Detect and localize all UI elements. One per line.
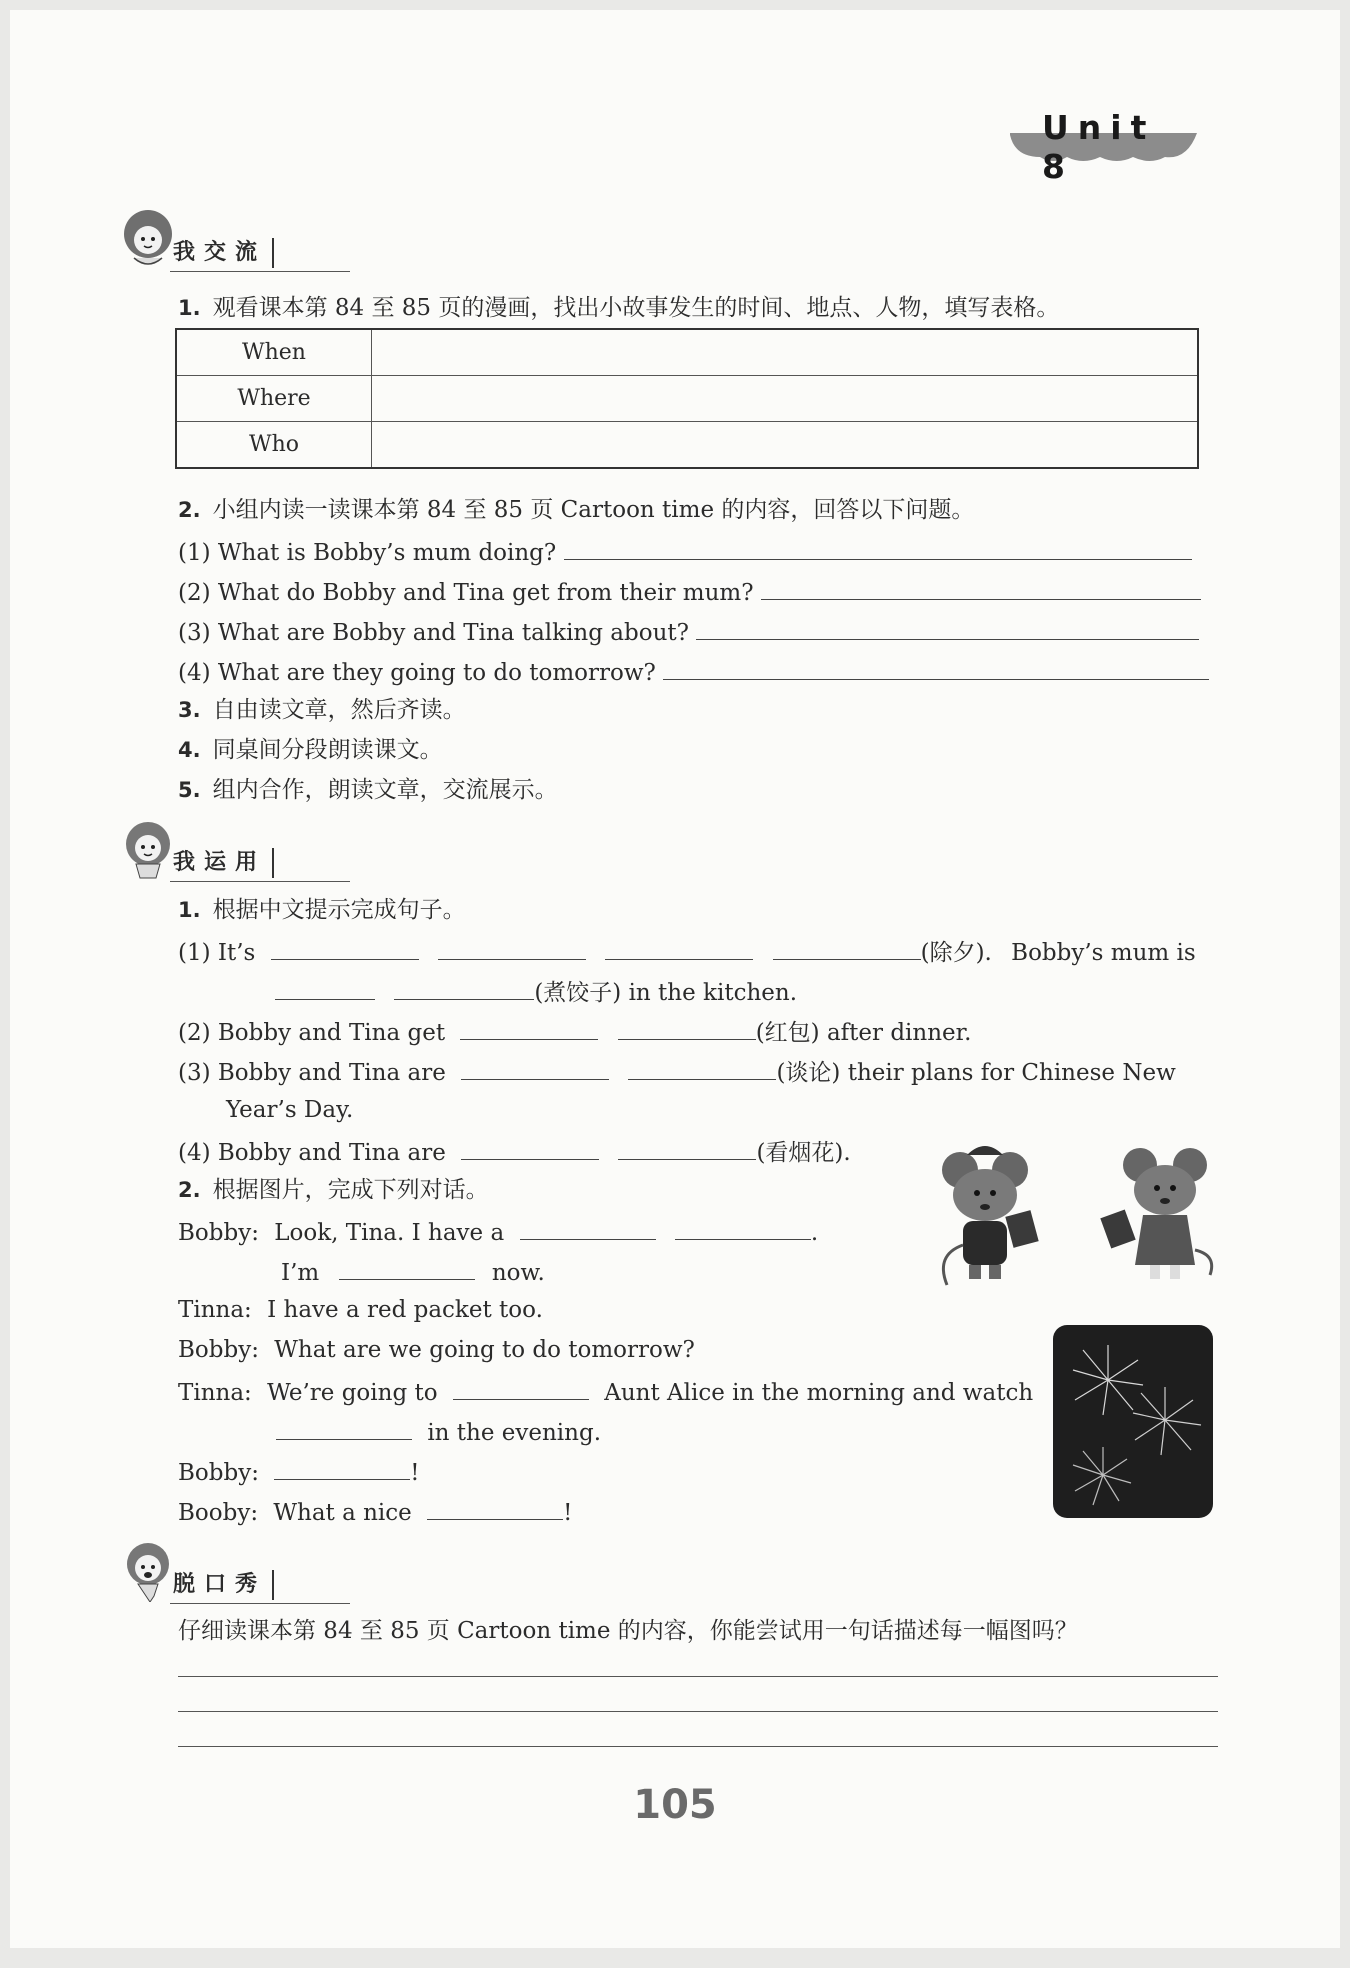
section-underline bbox=[170, 1603, 350, 1604]
answer-blank[interactable] bbox=[663, 655, 1209, 680]
answer-blank[interactable] bbox=[438, 935, 586, 960]
dialogue-line-3 bbox=[178, 1335, 695, 1365]
section-title: 我运用 bbox=[173, 848, 274, 878]
sentence-text: (4) Bobby and Tina are bbox=[178, 1140, 446, 1166]
section-header-communicate bbox=[120, 208, 350, 272]
speaker-label: Tinna: bbox=[178, 1380, 252, 1406]
item-text: (2) What do Bobby and Tina get from their mum? bbox=[178, 580, 754, 606]
section-header-talk bbox=[120, 1540, 350, 1604]
sentence-3-cont bbox=[226, 1095, 353, 1125]
story-info-table bbox=[175, 328, 1199, 469]
answer-blank[interactable] bbox=[761, 575, 1201, 600]
dialogue-text: I’m bbox=[281, 1260, 320, 1286]
question-number: 1. bbox=[178, 296, 201, 320]
answer-blank[interactable] bbox=[339, 1255, 475, 1280]
chinese-hint: (除夕). bbox=[920, 940, 992, 966]
answer-blank[interactable] bbox=[675, 1215, 811, 1240]
dialogue-line-4 bbox=[178, 1375, 1033, 1408]
question-number: 5. bbox=[178, 778, 201, 802]
question-text: 根据图片，完成下列对话。 bbox=[212, 1177, 489, 1203]
dialogue-line-1: Bobby: Look, Tina. I have a . bbox=[178, 1215, 818, 1248]
fireworks-picture bbox=[1053, 1325, 1213, 1518]
speaker-label: Bobby: bbox=[178, 1460, 259, 1486]
sentence-4 bbox=[178, 1135, 851, 1168]
sentence-1 bbox=[178, 935, 1196, 968]
q2-item-1 bbox=[178, 535, 1192, 568]
girl-mascot-icon bbox=[120, 208, 176, 270]
sentence-1-cont bbox=[275, 975, 797, 1008]
q2-item-3 bbox=[178, 615, 1199, 648]
question-text: 自由读文章，然后齐读。 bbox=[212, 697, 466, 723]
answer-cell-when[interactable] bbox=[372, 329, 1199, 376]
question-1 bbox=[178, 293, 1059, 323]
q2-item-2 bbox=[178, 575, 1201, 608]
table-row bbox=[176, 376, 1198, 422]
question-number: 1. bbox=[178, 898, 201, 922]
sentence-text: (2) Bobby and Tina get bbox=[178, 1020, 446, 1046]
question-text: 小组内读一读课本第 84 至 85 页 Cartoon time 的内容，回答以下问题。 bbox=[212, 497, 975, 523]
dialogue-line-4-cont bbox=[276, 1415, 601, 1448]
section-title: 脱口秀 bbox=[173, 1570, 274, 1600]
section-underline bbox=[170, 881, 350, 882]
question-text: 根据中文提示完成句子。 bbox=[212, 897, 466, 923]
dialogue-text: now. bbox=[491, 1260, 545, 1286]
answer-blank[interactable] bbox=[394, 975, 534, 1000]
dialogue-line-6: Booby: What a nice ! bbox=[178, 1495, 572, 1528]
apply-question-1 bbox=[178, 895, 466, 925]
item-text: (4) What are they going to do tomorrow? bbox=[178, 660, 656, 686]
question-5 bbox=[178, 775, 558, 805]
apply-question-2 bbox=[178, 1175, 489, 1205]
answer-blank[interactable] bbox=[628, 1055, 776, 1080]
dialogue-text: What a nice bbox=[273, 1500, 412, 1526]
dialogue-text: I have a red packet too. bbox=[267, 1297, 543, 1323]
q2-item-4 bbox=[178, 655, 1209, 688]
item-text: (1) What is Bobby’s mum doing? bbox=[178, 540, 557, 566]
question-text: 观看课本第 84 至 85 页的漫画，找出小故事发生的时间、地点、人物，填写表格。 bbox=[212, 295, 1060, 321]
chinese-hint: (看烟花). bbox=[756, 1140, 851, 1166]
question-3 bbox=[178, 695, 466, 725]
answer-cell-who[interactable] bbox=[372, 422, 1199, 469]
table-row bbox=[176, 422, 1198, 469]
question-number: 2. bbox=[178, 498, 201, 522]
section-underline bbox=[170, 271, 350, 272]
writing-line[interactable] bbox=[178, 1746, 1218, 1747]
dialogue-text: Look, Tina. I have a bbox=[274, 1220, 505, 1246]
tina-mouse-icon bbox=[1100, 1148, 1211, 1279]
answer-blank[interactable] bbox=[618, 1135, 756, 1160]
writing-line[interactable] bbox=[178, 1676, 1218, 1677]
sentence-text: in the kitchen. bbox=[628, 980, 798, 1006]
sentence-text: (1) It’s bbox=[178, 940, 256, 966]
question-text: 组内合作，朗读文章，交流展示。 bbox=[212, 777, 558, 803]
answer-blank[interactable] bbox=[271, 935, 419, 960]
speaker-label: Booby: bbox=[178, 1500, 259, 1526]
dialogue-text: What are we going to do tomorrow? bbox=[274, 1337, 695, 1363]
speaker-label: Tinna: bbox=[178, 1297, 252, 1323]
girl-mascot-icon bbox=[120, 818, 176, 880]
speaker-label: Bobby: bbox=[178, 1337, 259, 1363]
answer-blank[interactable] bbox=[564, 535, 1192, 560]
chinese-hint: (谈论) bbox=[776, 1060, 841, 1086]
dialogue-line-1-cont bbox=[281, 1255, 545, 1288]
speaker-label: Bobby: bbox=[178, 1220, 259, 1246]
girl-mascot-icon bbox=[120, 1540, 176, 1602]
row-label-where: Where bbox=[176, 376, 372, 422]
question-text: 同桌间分段朗读课文。 bbox=[212, 737, 443, 763]
answer-blank[interactable] bbox=[453, 1375, 589, 1400]
answer-cell-where[interactable] bbox=[372, 376, 1199, 422]
item-text: (3) What are Bobby and Tina talking about? bbox=[178, 620, 689, 646]
question-number: 4. bbox=[178, 738, 201, 762]
dialogue-text: in the evening. bbox=[427, 1420, 602, 1446]
chinese-hint: (煮饺子) bbox=[534, 980, 622, 1006]
sentence-text: Year’s Day. bbox=[226, 1097, 354, 1123]
writing-line[interactable] bbox=[178, 1711, 1218, 1712]
sentence-text: after dinner. bbox=[826, 1020, 972, 1046]
section-header-apply bbox=[120, 818, 350, 882]
answer-blank[interactable] bbox=[276, 1415, 412, 1440]
bobby-mouse-icon bbox=[942, 1146, 1039, 1285]
answer-blank[interactable] bbox=[618, 1015, 756, 1040]
unit-label: Unit 8 bbox=[1042, 108, 1156, 186]
sentence-text: Bobby’s mum is bbox=[1011, 940, 1196, 966]
row-label-when: When bbox=[176, 329, 372, 376]
question-number: 2. bbox=[178, 1178, 201, 1202]
dialogue-line-2 bbox=[178, 1295, 543, 1325]
dialogue-text: Aunt Alice in the morning and watch bbox=[604, 1380, 1034, 1406]
sentence-text: (3) Bobby and Tina are bbox=[178, 1060, 446, 1086]
answer-blank[interactable] bbox=[460, 1015, 598, 1040]
answer-blank[interactable] bbox=[461, 1055, 609, 1080]
page-number: 105 bbox=[633, 1782, 717, 1828]
answer-blank[interactable] bbox=[605, 935, 753, 960]
workbook-page bbox=[10, 10, 1340, 1948]
unit-badge bbox=[1005, 105, 1203, 186]
answer-blank[interactable] bbox=[696, 615, 1199, 640]
answer-blank[interactable] bbox=[275, 975, 375, 1000]
answer-blank[interactable] bbox=[773, 935, 921, 960]
sentence-2 bbox=[178, 1015, 971, 1048]
sentence-3 bbox=[178, 1055, 1176, 1088]
answer-blank[interactable] bbox=[274, 1455, 410, 1480]
answer-blank[interactable] bbox=[520, 1215, 656, 1240]
prompt-text: 仔细读课本第 84 至 85 页 Cartoon time 的内容，你能尝试用一句话描述每一幅图吗？ bbox=[178, 1618, 1078, 1644]
table-row bbox=[176, 329, 1198, 376]
chinese-hint: (红包) bbox=[755, 1020, 820, 1046]
dialogue-line-5: Bobby: ! bbox=[178, 1455, 420, 1488]
section-title: 我交流 bbox=[173, 238, 274, 268]
question-number: 3. bbox=[178, 698, 201, 722]
row-label-who: Who bbox=[176, 422, 372, 469]
mice-red-packet-picture bbox=[925, 1135, 1230, 1295]
answer-blank[interactable] bbox=[427, 1495, 563, 1520]
dialogue-text: We’re going to bbox=[267, 1380, 438, 1406]
sentence-text: their plans for Chinese New bbox=[847, 1060, 1176, 1086]
talk-prompt bbox=[178, 1616, 1078, 1646]
question-2 bbox=[178, 495, 974, 525]
answer-blank[interactable] bbox=[461, 1135, 599, 1160]
question-4 bbox=[178, 735, 443, 765]
